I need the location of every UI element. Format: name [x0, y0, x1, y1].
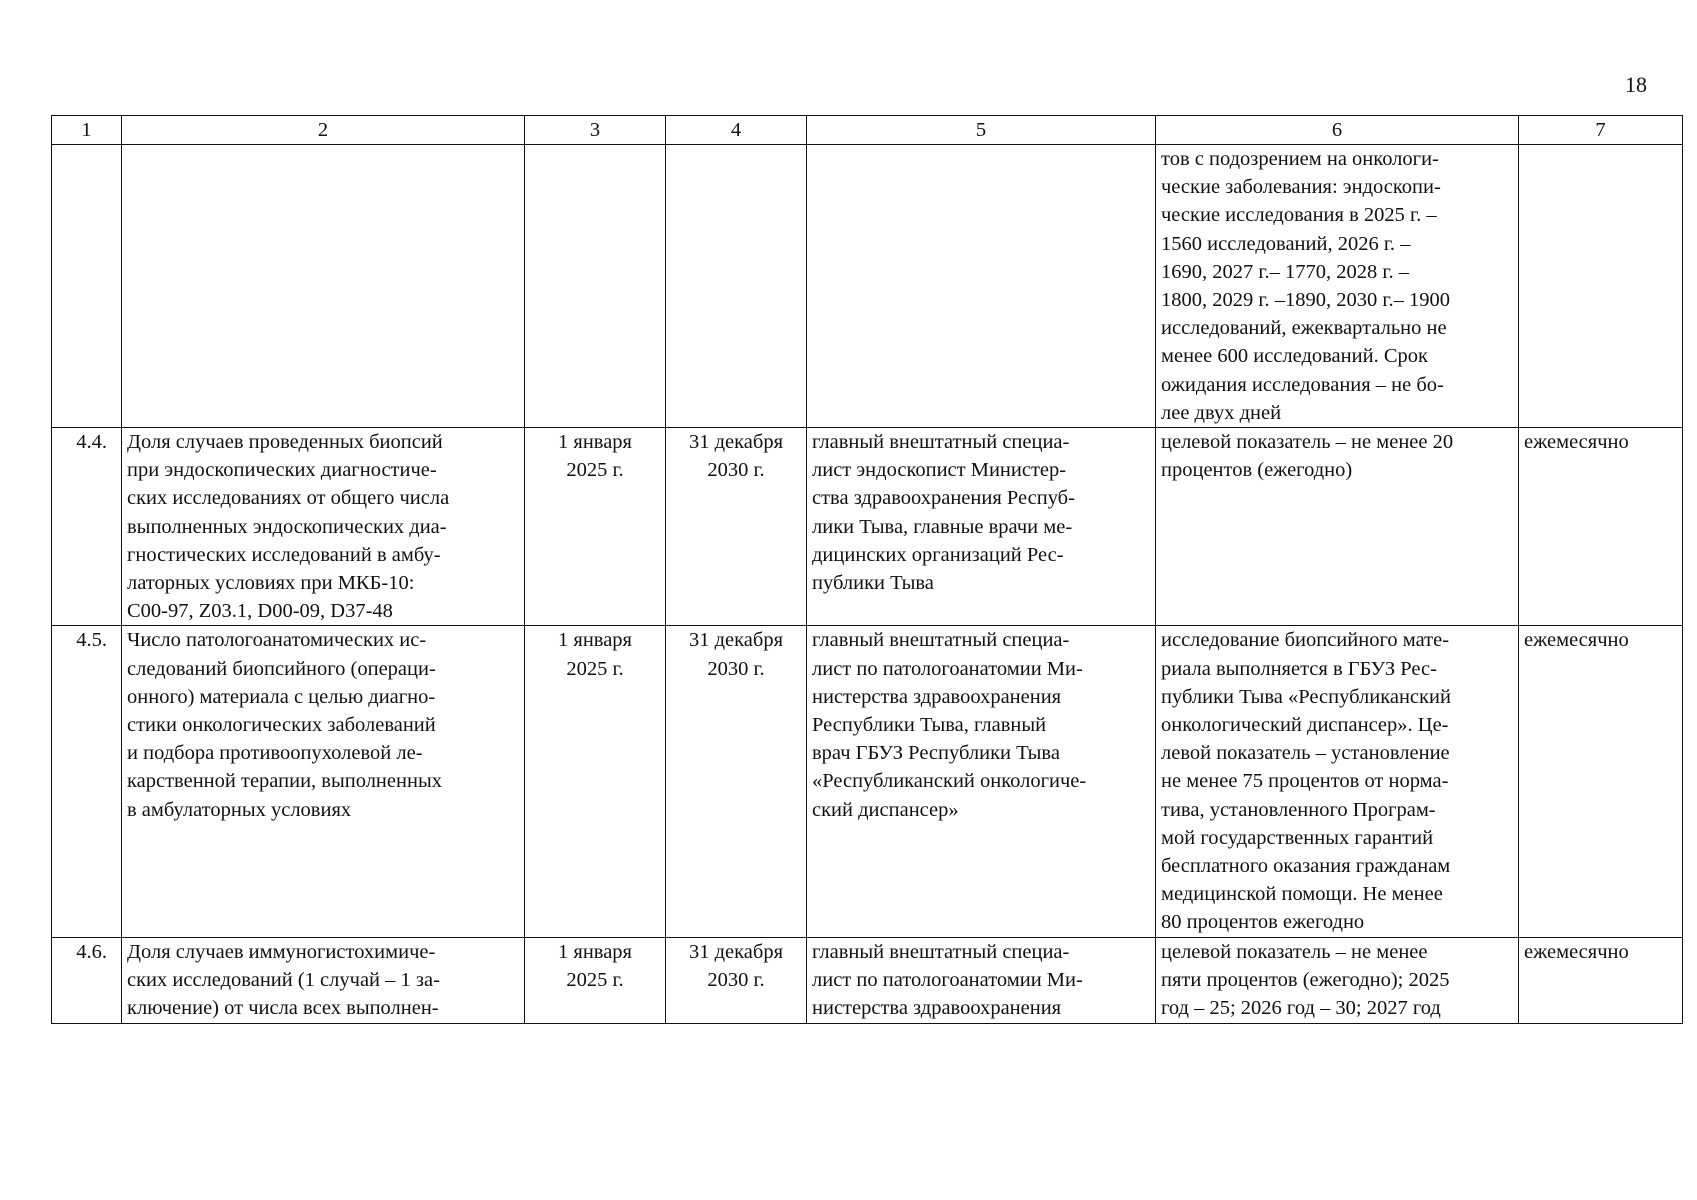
responsible-cell: главный внештатный специа- лист эндоскопист Министер- ства здравоохранения Респуб- лики Тыва, главные врачи ме- дицинских организаций Рес- публики Тыва [807, 428, 1156, 626]
indicator-cell: Доля случаев иммуногистохимиче- ских исследований (1 случай – 1 за- ключение) от числа всех выполнен- [122, 937, 525, 1023]
table-row [52, 937, 1683, 1023]
end-date-cell [666, 145, 807, 428]
end-date-cell: 31 декабря 2030 г. [666, 626, 807, 937]
responsible-cell [807, 145, 1156, 428]
indicator-cell: Доля случаев проведенных биопсий при эндоскопических диагностиче- ских исследованиях от общего числа выполненных эндоскопических диа- гностических исследований в амбу- латорных условиях при МКБ-10: C00-97, Z03.1, D00-09, D37-48 [122, 428, 525, 626]
table-row [52, 145, 1683, 428]
page-number: 18 [1625, 72, 1647, 97]
frequency-cell: ежемесячно [1519, 428, 1683, 626]
result-cell: тов с подозрением на онкологи- ческие заболевания: эндоскопи- ческие исследования в 2025 г. – 1560 исследований, 2026 г. – 1690, 2027 г.– 1770, 2028 г. – 1800, 2029 г. –1890, 2030 г.– 1900 исследований, ежеквартально не менее 600 исследований. Срок ожидания исследования – не бо- лее двух дней [1156, 145, 1519, 428]
column-header: 4 [666, 116, 807, 145]
end-date-cell: 31 декабря 2030 г. [666, 428, 807, 626]
column-header: 1 [52, 116, 122, 145]
result-cell: целевой показатель – не менее 20 процентов (ежегодно) [1156, 428, 1519, 626]
column-header: 7 [1519, 116, 1683, 145]
row-number: 4.4. [52, 428, 122, 626]
indicator-cell [122, 145, 525, 428]
frequency-cell: ежемесячно [1519, 937, 1683, 1023]
frequency-cell [1519, 145, 1683, 428]
column-header: 5 [807, 116, 1156, 145]
end-date-cell: 31 декабря 2030 г. [666, 937, 807, 1023]
start-date-cell: 1 января 2025 г. [525, 428, 666, 626]
start-date-cell [525, 145, 666, 428]
start-date-cell: 1 января 2025 г. [525, 937, 666, 1023]
plan-table [51, 115, 1683, 1024]
column-header: 6 [1156, 116, 1519, 145]
row-number [52, 145, 122, 428]
row-number: 4.6. [52, 937, 122, 1023]
result-cell: исследование биопсийного мате- риала выполняется в ГБУЗ Рес- публики Тыва «Республиканский онкологический диспансер». Це- левой показатель – установление не менее 75 процентов от норма- тива, установленного Програм- мой государственных гарантий бесплатного оказания гражданам медицинской помощи. Не менее 80 процентов ежегодно [1156, 626, 1519, 937]
responsible-cell: главный внештатный специа- лист по патологоанатомии Ми- нистерства здравоохранения Республики Тыва, главный врач ГБУЗ Республики Тыва «Республиканский онкологиче- ский диспансер» [807, 626, 1156, 937]
table-header-row [52, 116, 1683, 145]
result-cell: целевой показатель – не менее пяти процентов (ежегодно); 2025 год – 25; 2026 год – 30; 2027 год [1156, 937, 1519, 1023]
table-row [52, 428, 1683, 626]
column-header: 2 [122, 116, 525, 145]
frequency-cell: ежемесячно [1519, 626, 1683, 937]
row-number: 4.5. [52, 626, 122, 937]
responsible-cell: главный внештатный специа- лист по патологоанатомии Ми- нистерства здравоохранения [807, 937, 1156, 1023]
start-date-cell: 1 января 2025 г. [525, 626, 666, 937]
column-header: 3 [525, 116, 666, 145]
indicator-cell: Число патологоанатомических ис- следований биопсийного (операци- онного) материала с целью диагно- стики онкологических заболеваний и подбора противоопухолевой ле- карственной терапии, выполненных в амбулаторных условиях [122, 626, 525, 937]
table-row [52, 626, 1683, 937]
